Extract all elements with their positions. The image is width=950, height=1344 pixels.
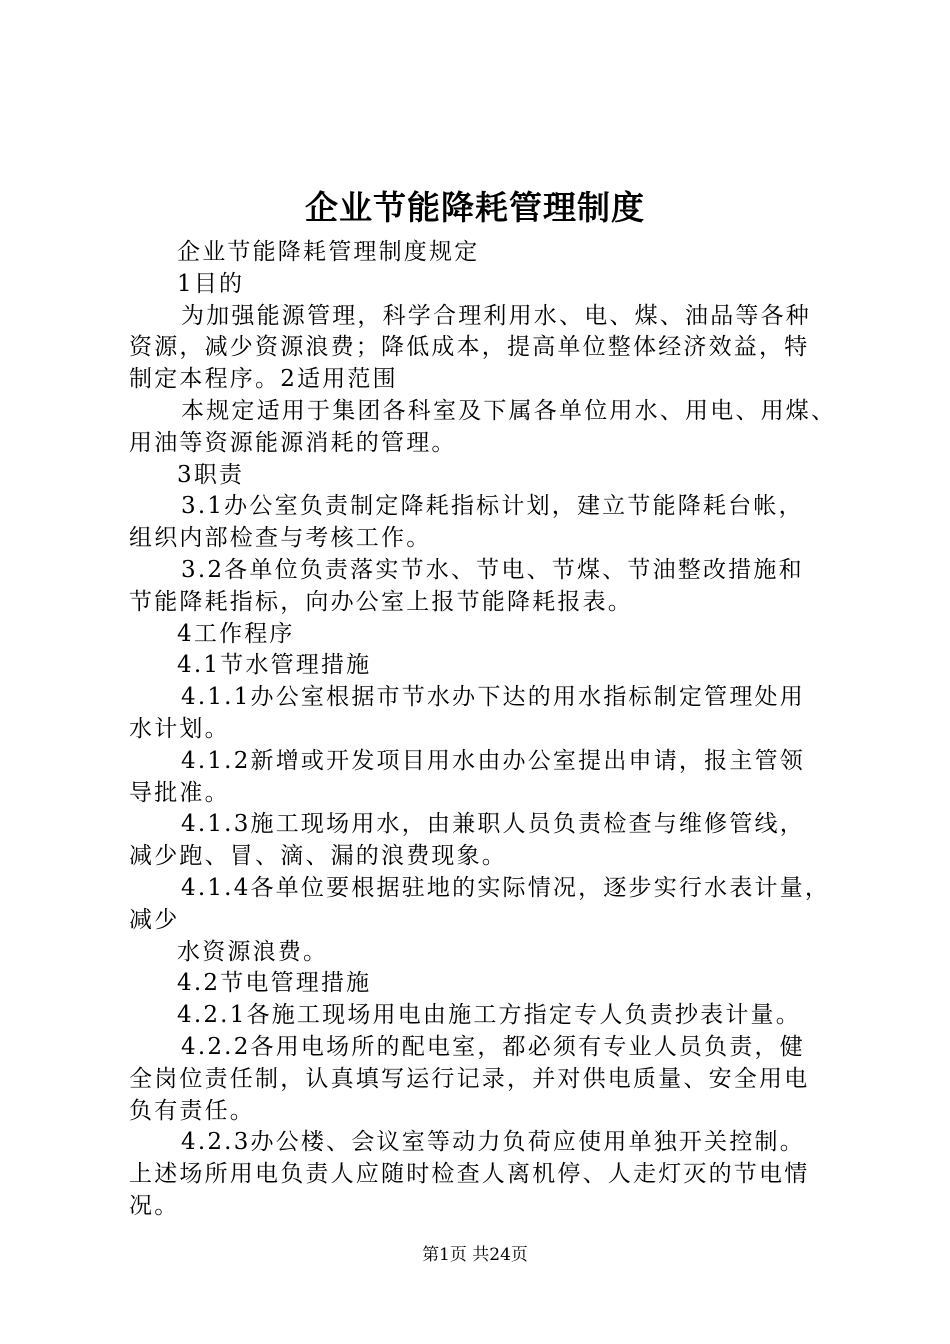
document-title: 企业节能降耗管理制度	[305, 188, 645, 227]
paragraph-line: 3.2各单位负责落实节水、节电、节煤、节油整改措施和	[181, 556, 804, 583]
paragraph-line: 3职责	[177, 461, 245, 488]
paragraph-line: 1目的	[177, 270, 245, 297]
paragraph-line: 4工作程序	[177, 620, 295, 647]
paragraph-line: 导批准。	[129, 779, 230, 806]
paragraph-line: 4.1.3施工现场用水，由兼职人员负责检查与维修管线，	[181, 811, 805, 838]
paragraph-line: 4.2.2各用电场所的配电室，都必须有专业人员负责，健	[181, 1033, 805, 1060]
paragraph-line: 企业节能降耗管理制度规定	[177, 239, 480, 265]
paragraph-line: 减少	[129, 906, 180, 933]
paragraph-line: 水资源浪费。	[177, 938, 329, 965]
paragraph-line: 节能降耗指标，向办公室上报节能降耗报表。	[129, 588, 633, 615]
paragraph-line: 4.2节电管理措施	[177, 970, 372, 997]
paragraph-line: 4.2.3办公楼、会议室等动力负荷应使用单独开关控制。	[181, 1129, 805, 1156]
paragraph-line: 况。	[129, 1192, 180, 1219]
paragraph-line: 4.1节水管理措施	[177, 652, 372, 679]
paragraph-line: 制定本程序。2适用范围	[129, 366, 398, 393]
paragraph-line: 3.1办公室负责制定降耗指标计划，建立节能降耗台帐，	[181, 493, 804, 520]
paragraph-line: 负有责任。	[129, 1097, 255, 1124]
paragraph-line: 上述场所用电负责人应随时检查人离机停、人走灯灭的节电情	[129, 1161, 810, 1188]
document-body	[129, 237, 857, 1223]
paragraph-line: 减少跑、冒、滴、漏的浪费现象。	[129, 843, 507, 870]
paragraph-line: 水计划。	[129, 715, 230, 742]
paragraph-line: 4.2.1各施工现场用电由施工方指定专人负责抄表计量。	[177, 1002, 801, 1029]
paragraph-line: 全岗位责任制，认真填写运行记录，并对供电质量、安全用电	[129, 1065, 810, 1092]
paragraph-line: 4.1.1办公室根据市节水办下达的用水指标制定管理处用	[181, 684, 805, 711]
paragraph-line: 为加强能源管理，科学合理利用水、电、煤、油品等各种	[181, 302, 811, 329]
paragraph-line: 本规定适用于集团各科室及下属各单位用水、用电、用煤、	[181, 397, 837, 424]
paragraph-line: 4.1.4各单位要根据驻地的实际情况，逐步实行水表计量，	[181, 874, 831, 901]
page-footer: 第1页 共24页	[422, 1245, 528, 1265]
paragraph-line: 用油等资源能源消耗的管理。	[129, 429, 457, 456]
paragraph-line: 组织内部检查与考核工作。	[129, 525, 432, 552]
paragraph-line: 资源，减少资源浪费；降低成本，提高单位整体经济效益，特	[129, 334, 810, 361]
paragraph-line: 4.1.2新增或开发项目用水由办公室提出申请，报主管领	[181, 747, 805, 774]
